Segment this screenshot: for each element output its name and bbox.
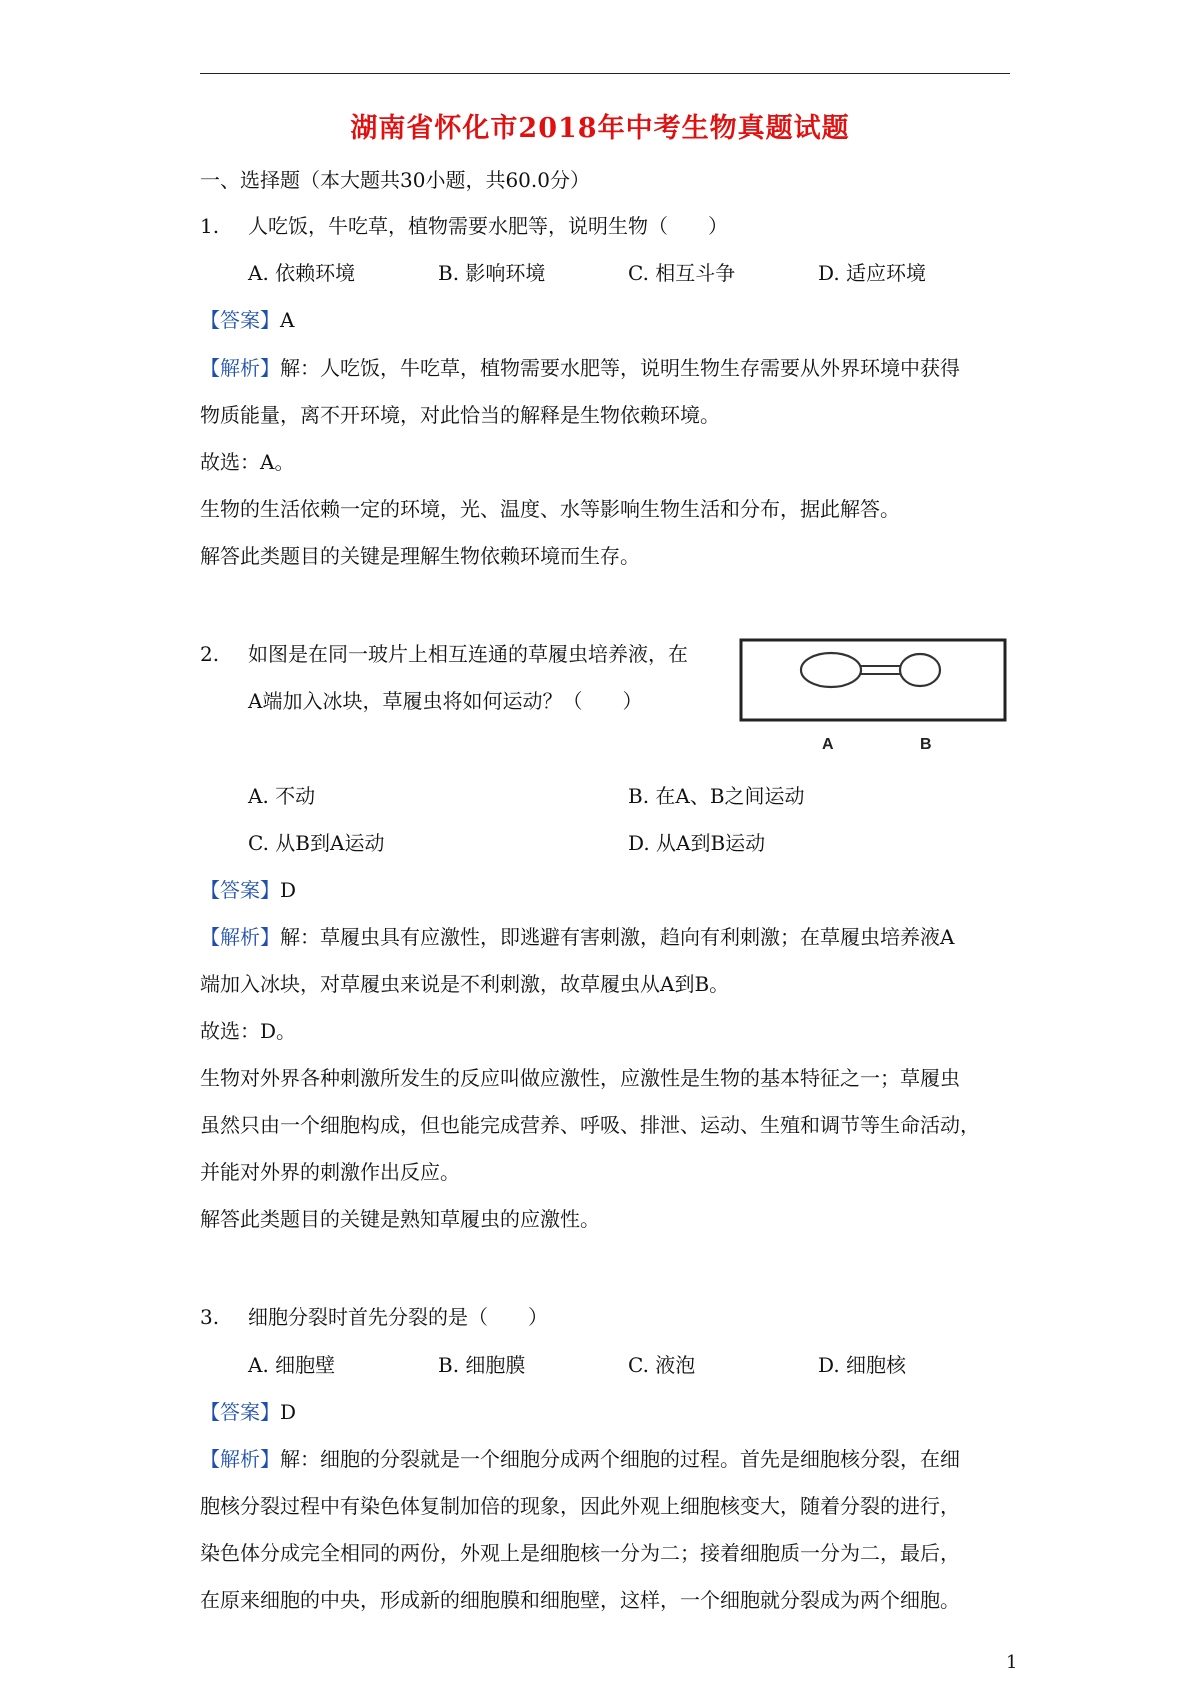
analysis-text: 生物对外界各种刺激所发生的反应叫做应激性，应激性是生物的基本特征之一；草履虫 [200, 1066, 960, 1090]
label-b: B [920, 736, 932, 753]
question-number: 2. [200, 642, 220, 666]
option-a: A. 不动 [248, 784, 316, 808]
question-stem: 人吃饭，牛吃草，植物需要水肥等，说明生物（ ） [248, 214, 728, 238]
analysis-text: 物质能量，离不开环境，对此恰当的解释是生物依赖环境。 [200, 403, 720, 427]
analysis-text: 虽然只由一个细胞构成，但也能完成营养、呼吸、排泄、运动、生殖和调节等生命活动， [200, 1113, 980, 1137]
option-b: B. 细胞膜 [438, 1353, 526, 1377]
analysis-label: 【解析】 [200, 925, 280, 949]
analysis-text: 并能对外界的刺激作出反应。 [200, 1160, 460, 1184]
analysis-line [200, 354, 960, 382]
analysis-text: 解答此类题目的关键是理解生物依赖环境而生存。 [200, 544, 640, 568]
header-rule [200, 73, 1010, 74]
answer-value: D [280, 878, 297, 902]
option-b: B. 在A、B之间运动 [628, 784, 805, 808]
document-title: 湖南省怀化市2018年中考生物真题试题 [350, 113, 850, 144]
analysis-text: 解：人吃饭，牛吃草，植物需要水肥等，说明生物生存需要从外界环境中获得 [280, 356, 960, 380]
analysis-text: 故选：D。 [200, 1019, 297, 1043]
analysis-text: 解：草履虫具有应激性，即逃避有害刺激，趋向有利刺激；在草履虫培养液A [280, 925, 955, 949]
option-c: C. 液泡 [628, 1353, 696, 1377]
answer-line [200, 1398, 296, 1426]
answer-label: 【答案】 [200, 878, 280, 902]
option-a: A. 细胞壁 [248, 1353, 336, 1377]
section-heading: 一、选择题（本大题共30小题，共60.0分） [200, 168, 590, 192]
answer-label: 【答案】 [200, 1400, 280, 1424]
analysis-label: 【解析】 [200, 356, 280, 380]
option-d: D. 细胞核 [818, 1353, 907, 1377]
answer-label: 【答案】 [200, 308, 280, 332]
analysis-label: 【解析】 [200, 1447, 280, 1471]
question-stem: A端加入冰块，草履虫将如何运动？（ ） [248, 689, 643, 713]
analysis-text: 解：细胞的分裂就是一个细胞分成两个细胞的过程。首先是细胞核分裂，在细 [280, 1447, 960, 1471]
analysis-text: 端加入冰块，对草履虫来说是不利刺激，故草履虫从A到B。 [200, 972, 730, 996]
culture-drop-a [801, 653, 861, 687]
analysis-text: 生物的生活依赖一定的环境，光、温度、水等影响生物生活和分布，据此解答。 [200, 497, 900, 521]
option-b: B. 影响环境 [438, 261, 546, 285]
analysis-text: 解答此类题目的关键是熟知草履虫的应激性。 [200, 1207, 600, 1231]
analysis-text: 染色体分成完全相同的两份，外观上是细胞核一分为二；接着细胞质一分为二，最后， [200, 1541, 960, 1565]
analysis-text: 在原来细胞的中央，形成新的细胞膜和细胞壁，这样，一个细胞就分裂成为两个细胞。 [200, 1588, 960, 1612]
option-d: D. 从A到B运动 [628, 831, 766, 855]
option-d: D. 适应环境 [818, 261, 927, 285]
question-stem: 细胞分裂时首先分裂的是（ ） [248, 1305, 548, 1329]
option-c: C. 相互斗争 [628, 261, 736, 285]
analysis-line [200, 923, 954, 951]
answer-line [200, 876, 296, 904]
culture-drop-b [900, 654, 940, 686]
option-a: A. 依赖环境 [248, 261, 356, 285]
question-number: 3. [200, 1305, 220, 1329]
glass-slide [741, 640, 1005, 720]
answer-value: D [280, 1400, 297, 1424]
answer-value: A [280, 308, 295, 332]
analysis-line [200, 1445, 960, 1473]
option-c: C. 从B到A运动 [248, 831, 385, 855]
question-number: 1. [200, 214, 220, 238]
answer-line [200, 306, 294, 334]
paramecium-slide-diagram [738, 637, 1008, 757]
label-a: A [822, 736, 834, 753]
analysis-text: 故选：A。 [200, 450, 295, 474]
question-stem: 如图是在同一玻片上相互连通的草履虫培养液，在 [248, 642, 688, 666]
page-number: 1 [1006, 1652, 1018, 1673]
analysis-text: 胞核分裂过程中有染色体复制加倍的现象，因此外观上细胞核变大，随着分裂的进行， [200, 1494, 960, 1518]
